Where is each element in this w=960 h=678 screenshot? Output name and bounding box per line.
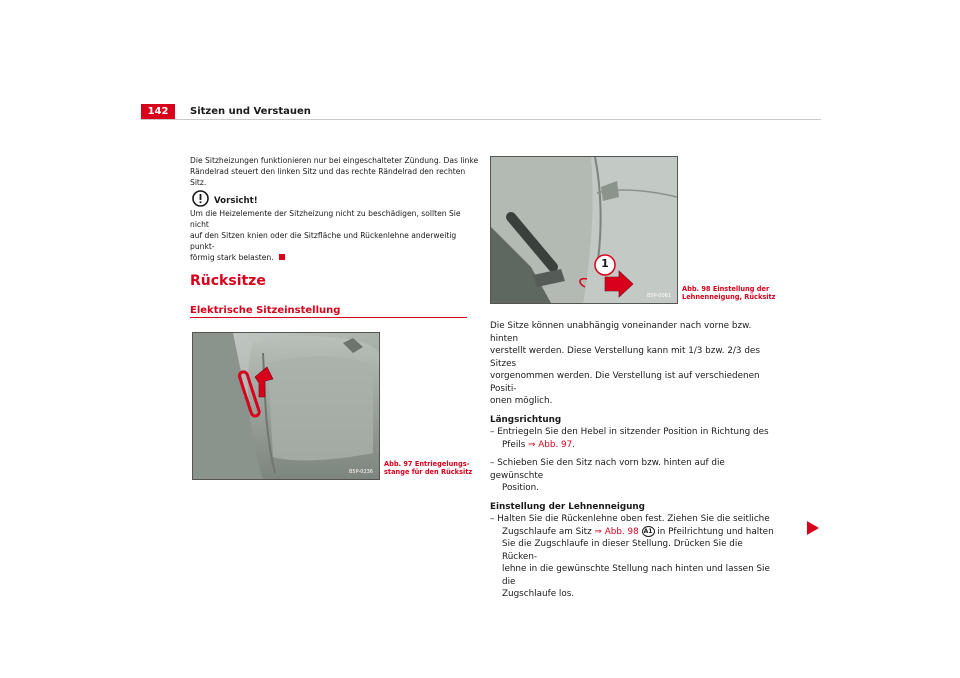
intro-paragraph: [190, 155, 480, 188]
paragraph-line: verstellt werden. Diese Verstellung kann mit 1/3 bzw. 2/3 des Sitzes: [490, 346, 760, 369]
list-item-line: – Schieben Sie den Sitz nach vorn bzw. hinten auf die gewünschte: [490, 458, 725, 481]
caption-line: Abb. 98 Einstellung der: [682, 285, 770, 293]
subsection-title: Elektrische Sitzeinstellung: [190, 305, 341, 316]
caution-line: auf den Sitzen knien oder die Sitzfläche und Rückenlehne anderweitig punkt-: [190, 231, 457, 251]
caution-line: [190, 252, 480, 263]
figure-97-caption: [384, 460, 474, 476]
subsection-divider: [190, 317, 467, 318]
text-span: Zugschlaufe am Sitz: [502, 526, 595, 537]
warning-icon: [192, 190, 209, 207]
arrow-right-icon: ⇒: [528, 439, 536, 450]
callout-a1-badge: A1: [642, 526, 655, 537]
page-number: 142: [141, 104, 175, 119]
end-marker-icon: [279, 254, 285, 260]
figure-97-image: [192, 332, 380, 480]
paragraph-line: vorgenommen werden. Die Verstellung ist auf verschiedenen Positi-: [490, 371, 760, 394]
list-item-line: Sie die Zugschlaufe in dieser Stellung. Drücken Sie die Rücken-: [502, 539, 743, 562]
paragraph-line: Die Sitze können unabhängig voneinander nach vorne bzw. hinten: [490, 321, 752, 344]
figure-97-link[interactable]: Abb. 97: [538, 439, 573, 450]
caption-line: Abb. 97 Entriegelungs-: [384, 460, 470, 468]
text-span: .: [572, 439, 576, 450]
list-item-line: – Halten Sie die Rückenlehne oben fest. Ziehen Sie die seitliche: [490, 514, 770, 524]
paragraph-line: onen möglich.: [490, 396, 553, 406]
list-item-line: Position.: [502, 483, 540, 493]
text-span: Pfeils: [502, 439, 529, 450]
right-column-body: [490, 320, 780, 601]
caution-title: Vorsicht!: [214, 196, 258, 206]
list-item-line: [490, 526, 780, 539]
figure-98-label: 1: [601, 257, 609, 270]
page-header-title: Sitzen und Verstauen: [190, 106, 311, 117]
figure-98-caption: [682, 285, 782, 301]
list-item-line: Zugschlaufe los.: [502, 589, 575, 599]
caption-line: stange für den Rücksitz: [384, 468, 473, 476]
list-item-line: lehne in die gewünschte Stellung nach hinten und lassen Sie die: [502, 564, 770, 587]
caption-line: Lehnenneigung, Rücksitz: [682, 293, 776, 301]
intro-line: Rändelrad steuert den linken Sitz und das rechte Rändelrad den rechten Sitz.: [190, 167, 466, 187]
section-title: Rücksitze: [190, 273, 266, 289]
caution-paragraph: [190, 208, 480, 263]
next-page-arrow-icon[interactable]: [807, 521, 819, 535]
figure-97-code: B5P-0236: [348, 469, 373, 475]
heading-laengsrichtung: Längsrichtung: [490, 414, 562, 425]
caution-line-text: förmig stark belasten.: [190, 253, 274, 262]
header-divider: [141, 119, 821, 120]
text-span: in Pfeilrichtung und halten: [654, 526, 774, 537]
intro-line: Die Sitzheizungen funktionieren nur bei eingeschalteter Zündung. Das linke: [190, 156, 479, 165]
figure-98-image: [490, 156, 678, 304]
list-item-line: – Entriegeln Sie den Hebel in sitzender Position in Richtung des: [490, 427, 769, 437]
figure-98-link[interactable]: Abb. 98: [604, 526, 639, 537]
heading-lehnenneigung: Einstellung der Lehnenneigung: [490, 501, 645, 512]
figure-98-code: B5P-0061: [646, 293, 671, 299]
list-item-line: [490, 439, 780, 452]
arrow-right-icon: ⇒: [594, 526, 602, 537]
caution-line: Um die Heizelemente der Sitzheizung nicht zu beschädigen, sollten Sie nicht: [190, 209, 461, 229]
